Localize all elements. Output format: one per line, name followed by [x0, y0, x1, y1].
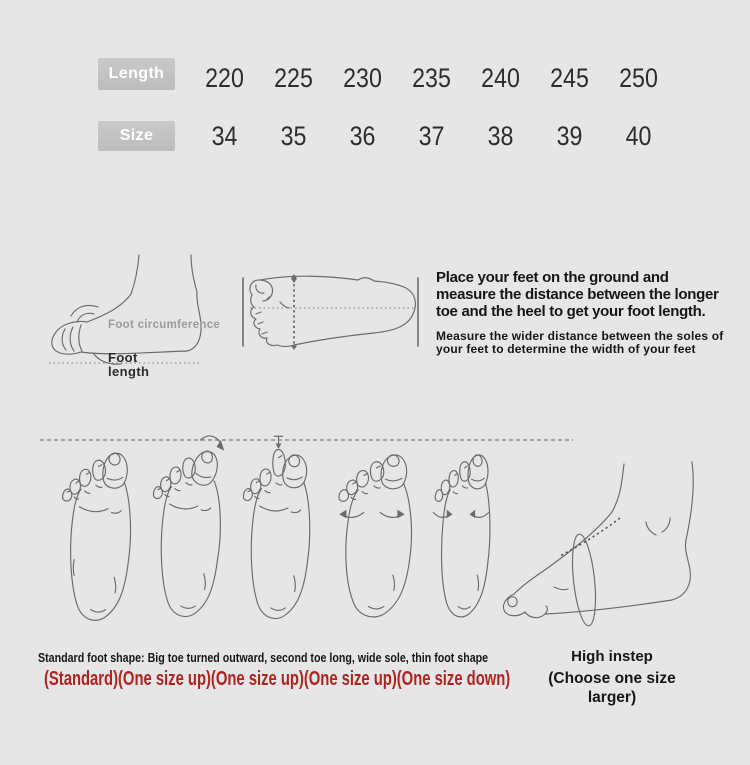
size-value: 35	[280, 121, 307, 151]
size-values-row	[190, 120, 673, 152]
narrow-arrows	[433, 510, 488, 519]
size-value: 34	[211, 121, 238, 151]
instep-circumference-ellipse	[569, 533, 600, 627]
length-row-label: Length	[108, 65, 165, 82]
high-instep-illustration	[498, 456, 708, 631]
length-value: 240	[481, 63, 520, 93]
length-value: 230	[343, 63, 382, 93]
size-value: 36	[349, 121, 376, 151]
instep-foot-outline	[503, 462, 693, 618]
measure-instruction-subheading: Measure the wider distance between the soles of your feet to determine the width of your feet	[436, 329, 724, 356]
size-value: 39	[556, 121, 583, 151]
foot-thin	[433, 455, 490, 617]
foot-big-toe-outward	[153, 436, 224, 617]
foot-shape-illustrations	[38, 424, 508, 634]
size-value: 40	[625, 121, 652, 151]
length-row-header	[98, 58, 175, 90]
foot-side-outline	[52, 255, 201, 354]
length-value: 220	[205, 63, 244, 93]
measure-boundary-bars	[243, 278, 418, 346]
high-instep-label: High instep	[571, 648, 653, 665]
foot-shape-description: Standard foot shape: Big toe turned outward, second toe long, wide sole, thin foot shape	[38, 650, 489, 665]
length-value: 225	[274, 63, 313, 93]
size-recommendation: (Standard)(One size up)(One size up)(One size up)(One size down)	[44, 668, 511, 690]
size-row-label: Size	[119, 127, 154, 144]
foot-top-outline	[250, 276, 415, 346]
length-value: 235	[412, 63, 451, 93]
instep-dotted-profile	[560, 518, 620, 556]
measure-instruction-heading: Place your feet on the ground and measure the distance between the longer toe and the heel to get your foot length.	[436, 269, 719, 320]
length-values-row	[190, 62, 673, 94]
size-row-header	[98, 121, 175, 151]
size-value: 38	[487, 121, 514, 151]
width-measure-dotted-line	[291, 274, 297, 350]
length-value: 250	[619, 63, 658, 93]
outward-arrow	[200, 436, 224, 451]
length-value: 245	[550, 63, 589, 93]
foot-second-toe-long	[243, 436, 309, 618]
foot-circumference-label: Foot circumference	[108, 319, 221, 331]
toe-length-marker	[274, 436, 283, 449]
foot-length-label: Foot length	[108, 350, 150, 379]
high-instep-caption: High instep (Choose one size larger)	[538, 648, 686, 707]
foot-top-view-illustration	[236, 270, 426, 355]
size-value: 37	[418, 121, 445, 151]
foot-standard	[63, 453, 131, 620]
foot-wide-sole	[339, 455, 412, 617]
